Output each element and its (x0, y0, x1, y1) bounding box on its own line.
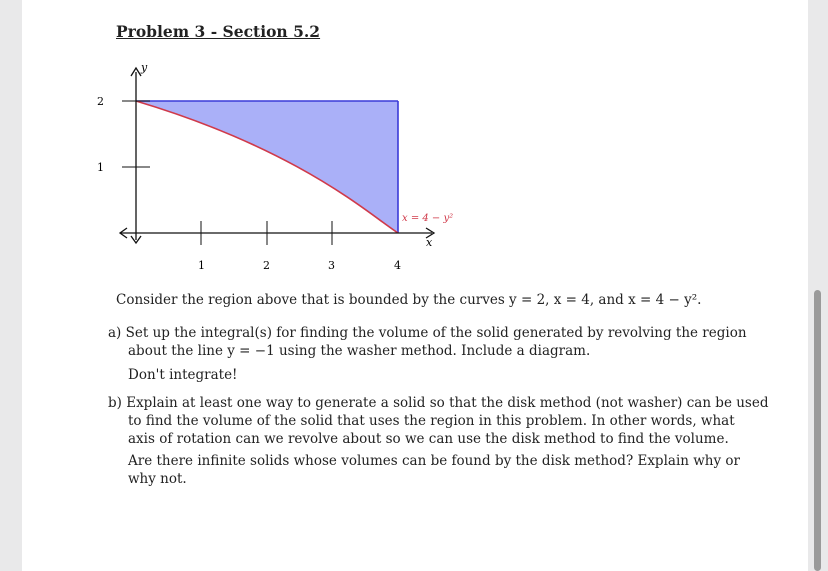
part-b-text-1: Explain at least one way to generate a solid so that the disk method (not washer) can be used (126, 395, 769, 411)
part-a-line-1 (108, 324, 747, 342)
part-a-line-3: Don't integrate! (128, 367, 238, 383)
shaded-region (136, 101, 398, 233)
part-b-line-5: why not. (128, 471, 187, 487)
y-axis-label: y (141, 61, 148, 74)
x-axis-label: x (426, 236, 433, 249)
x-tick-label-3: 3 (328, 259, 335, 272)
part-b-label: b) (108, 395, 122, 411)
vertical-scrollbar[interactable] (814, 290, 821, 571)
part-b-line-3: axis of rotation can we revolve about so we can use the disk method to find the volume. (128, 431, 729, 447)
x-tick-label-1: 1 (198, 259, 205, 272)
part-b-line-4: Are there infinite solids whose volumes can be found by the disk method? Explain why or (128, 453, 740, 469)
part-a-line-2: about the line y = −1 using the washer method. Include a diagram. (128, 343, 591, 359)
part-b-line-2: to find the volume of the solid that uses the region in this problem. In other words, what (128, 413, 735, 429)
part-a-label: a) (108, 325, 122, 341)
curve-label: x = 4 − y² (402, 213, 454, 224)
page-title: Problem 3 - Section 5.2 (116, 22, 321, 41)
y-tick-label-2: 2 (97, 95, 104, 108)
x-tick-label-2: 2 (263, 259, 270, 272)
y-tick-label-1: 1 (97, 161, 104, 174)
part-a-text-1: Set up the integral(s) for finding the volume of the solid generated by revolving the region (125, 325, 747, 341)
x-tick-label-4: 4 (394, 259, 401, 272)
intro-text: Consider the region above that is bounded by the curves y = 2, x = 4, and x = 4 − y². (116, 292, 702, 308)
part-b-line-1 (108, 394, 768, 412)
